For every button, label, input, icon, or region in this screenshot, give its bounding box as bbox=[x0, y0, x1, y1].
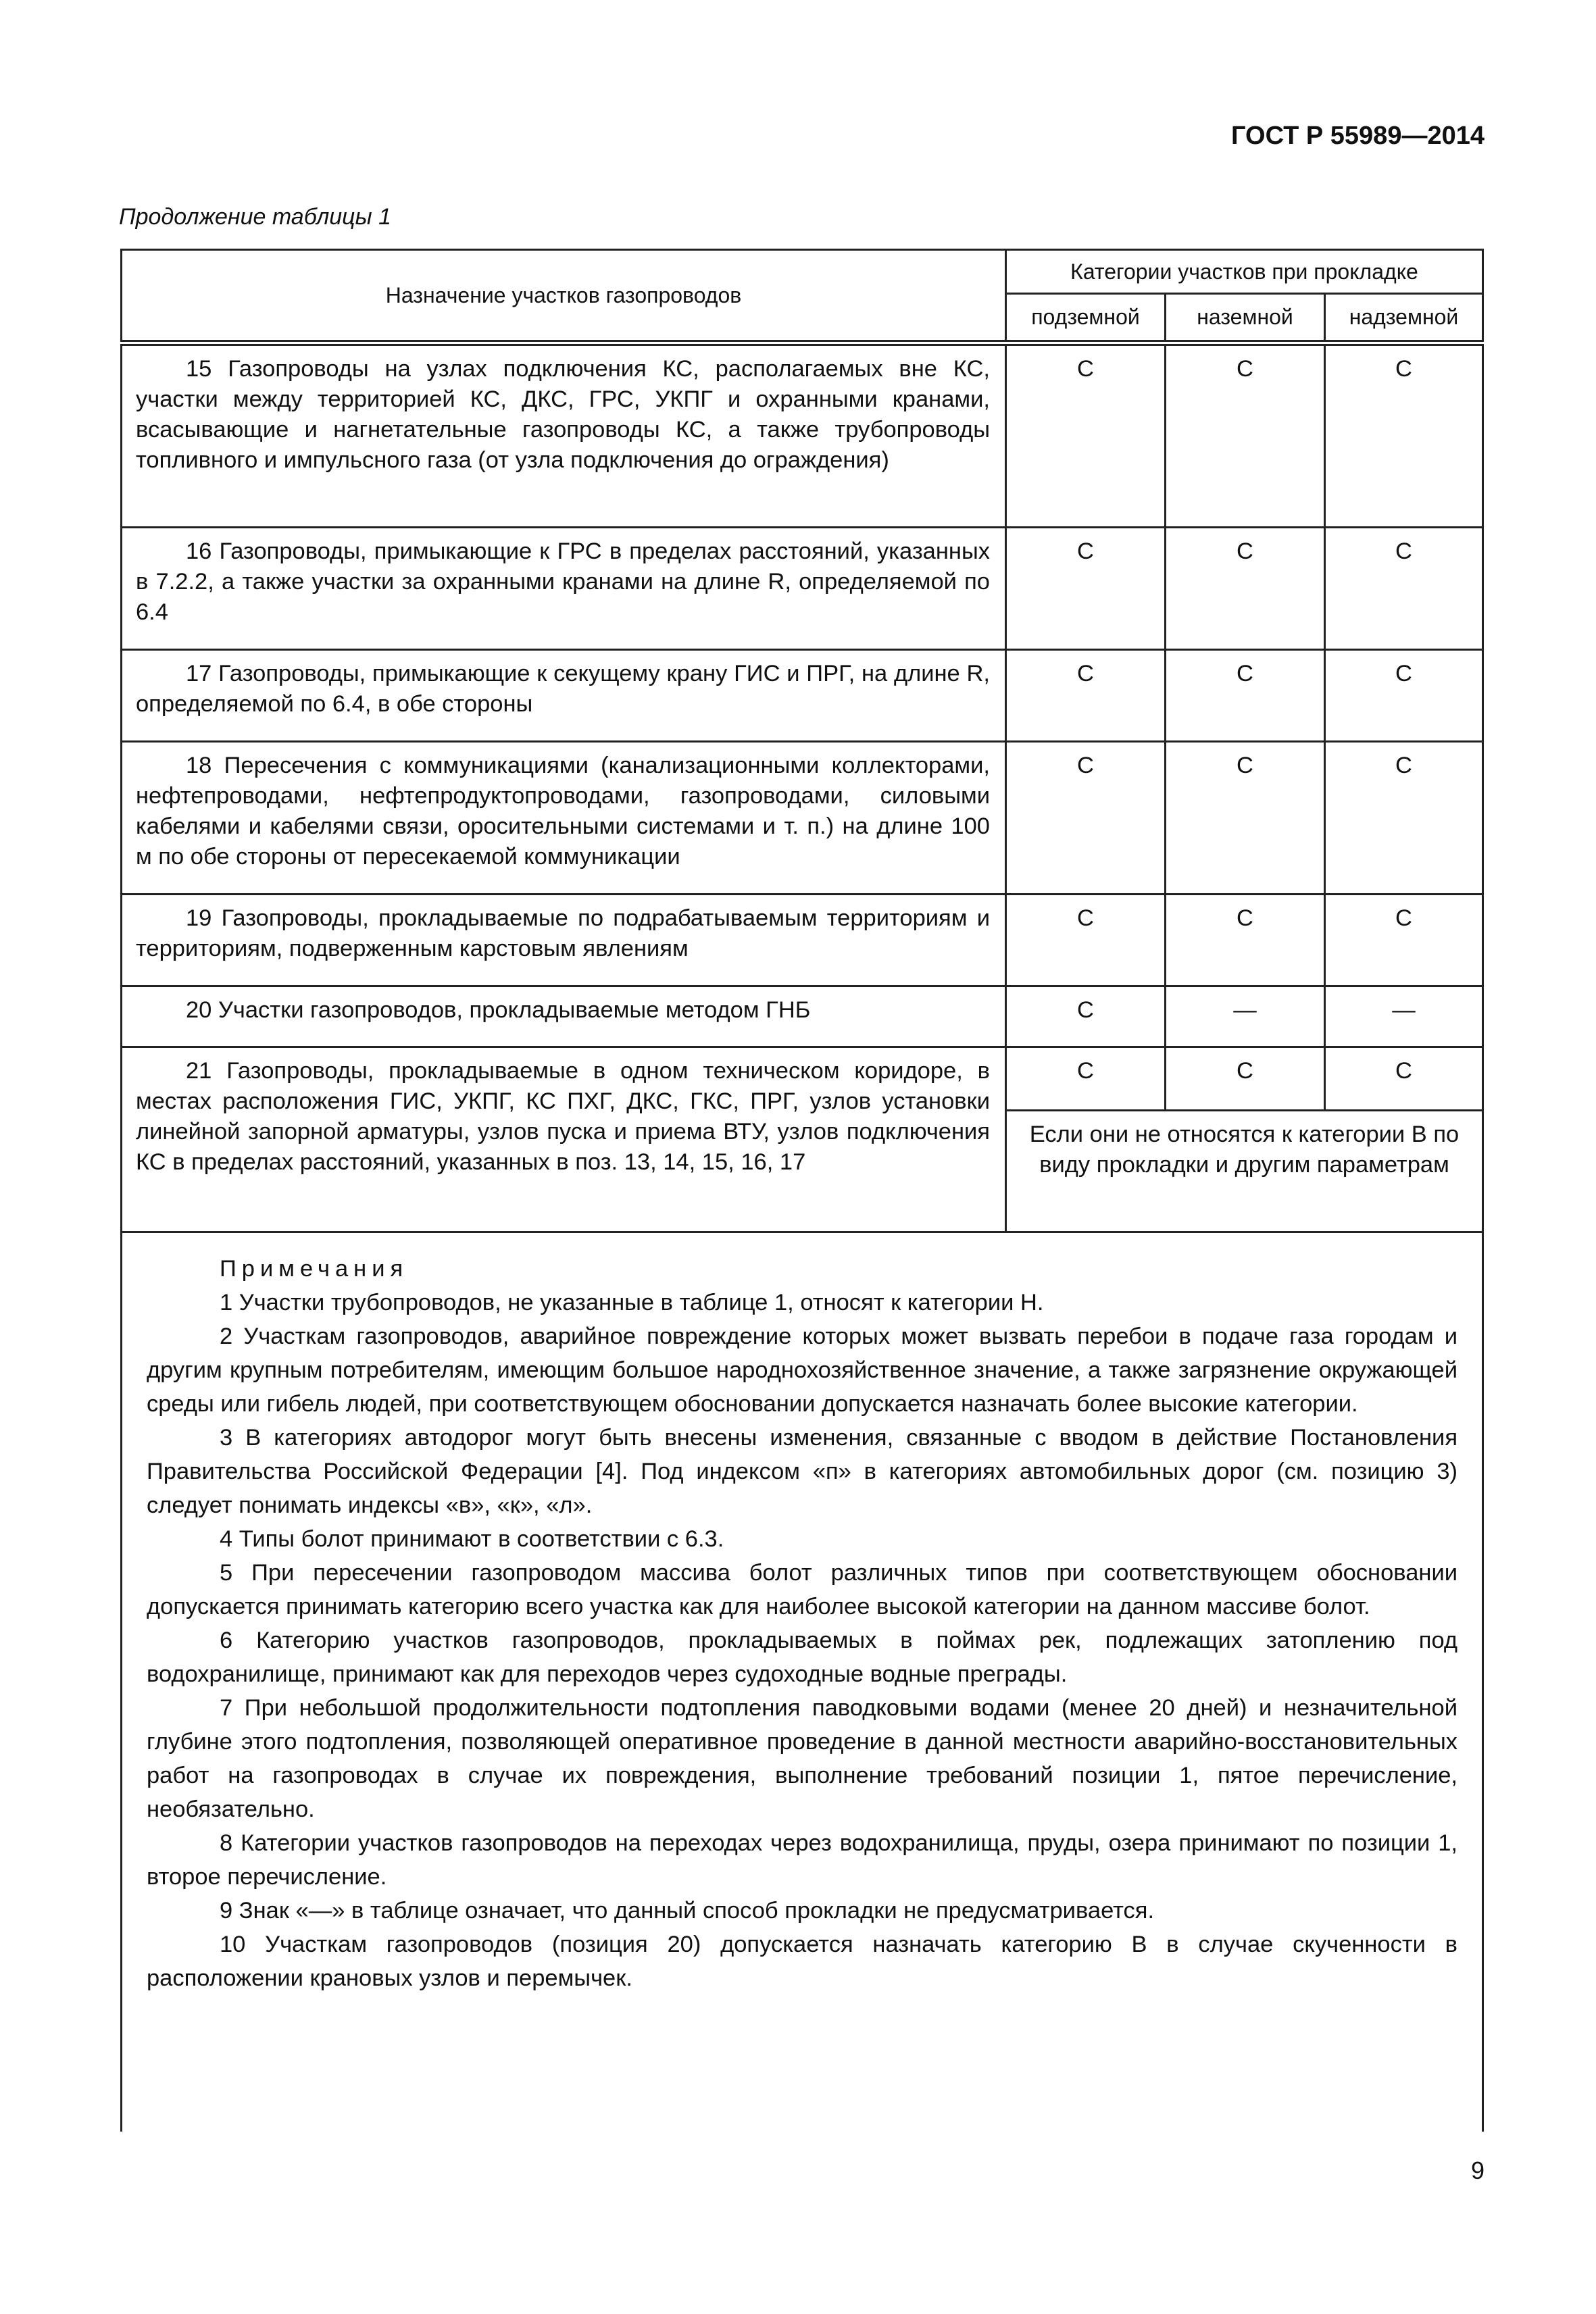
note-item: 3 В категориях автодорог могут быть внесены изменения, связанные с вводом в действие Постановления Правительства Российской Федерации [4]. Под индексом «п» в категориях автомобильных дорог (см. позицию 3) следует понимать индексы «в», «к», «л». bbox=[147, 1425, 1458, 1518]
row-description: 15 Газопроводы на узлах подключения КС, располагаемых вне КС, участки между территорией КС, ДКС, ГРС, УКПГ и охранными кранами, всасывающие и нагнетательные газопроводы КС, а также трубопроводы топливного и импульсного газа (от узла подключения до ограждения) bbox=[122, 343, 1006, 528]
notes-title: Примечания bbox=[220, 1256, 409, 1282]
cell-above: С bbox=[1325, 1047, 1483, 1111]
table-row bbox=[122, 895, 1483, 986]
cell-above: С bbox=[1325, 895, 1483, 986]
note-item: 1 Участки трубопроводов, не указанные в таблице 1, относят к категории Н. bbox=[220, 1290, 1044, 1315]
document-code: ГОСТ Р 55989—2014 bbox=[1231, 122, 1485, 150]
cell-underground: С bbox=[1006, 528, 1166, 650]
header-categories: Категории участков при прокладке bbox=[1006, 250, 1483, 294]
header-underground: подземной bbox=[1006, 294, 1166, 343]
categories-table bbox=[120, 249, 1484, 2132]
table-row bbox=[122, 986, 1483, 1047]
cell-above: С bbox=[1325, 650, 1483, 742]
cell-underground: С bbox=[1006, 650, 1166, 742]
table-row bbox=[122, 1047, 1483, 1111]
cell-ground: — bbox=[1166, 986, 1325, 1047]
cell-underground: С bbox=[1006, 986, 1166, 1047]
cell-underground: С bbox=[1006, 742, 1166, 895]
cell-underground: С bbox=[1006, 1047, 1166, 1111]
note-item: 5 При пересечении газопроводом массива болот различных типов при соответствующем обосновании допускается принимать категорию всего участка как для наиболее высокой категории на данном массиве болот. bbox=[147, 1560, 1458, 1619]
merged-note-cell: Если они не относятся к категории В по виду прокладки и другим параметрам bbox=[1006, 1111, 1483, 1232]
row-description: 16 Газопроводы, примыкающие к ГРС в пределах расстояний, указанных в 7.2.2, а также участки за охранными кранами на длине R, определяемой по 6.4 bbox=[122, 528, 1006, 650]
cell-above: С bbox=[1325, 742, 1483, 895]
note-item: 6 Категорию участков газопроводов, прокладываемых в поймах рек, подлежащих затоплению под водохранилище, принимают как для переходов через судоходные водные преграды. bbox=[147, 1628, 1458, 1687]
header-above: надземной bbox=[1325, 294, 1483, 343]
row-description: 20 Участки газопроводов, прокладываемые методом ГНБ bbox=[122, 986, 1006, 1047]
cell-ground: С bbox=[1166, 528, 1325, 650]
cell-above: С bbox=[1325, 343, 1483, 528]
row-description: 18 Пересечения с коммуникациями (канализационными коллекторами, нефтепроводами, нефтепродуктопроводами, газопроводами, силовыми кабелями и кабелями связи, оросительными системами и т. п.) на длине 100 м по обе стороны от пересекаемой коммуникации bbox=[122, 742, 1006, 895]
note-item: 9 Знак «—» в таблице означает, что данный способ прокладки не предусматривается. bbox=[220, 1898, 1155, 1923]
note-item: 7 При небольшой продолжительности подтопления паводковыми водами (менее 20 дней) и незначительной глубине этого подтопления, позволяющей оперативное проведение в данной местности аварийно-восстановительных работ на газопроводах в случае их повреждения, выполнение требований позиции 1, пятое перечисление, необязательно. bbox=[147, 1695, 1458, 1822]
cell-above: С bbox=[1325, 528, 1483, 650]
cell-underground: С bbox=[1006, 343, 1166, 528]
note-item: 10 Участкам газопроводов (позиция 20) допускается назначать категорию В в случае скученности в расположении крановых узлов и перемычек. bbox=[147, 1932, 1458, 1991]
row-description: 21 Газопроводы, прокладываемые в одном техническом коридоре, в местах расположения ГИС, УКПГ, КС ПХГ, ДКС, ГКС, ПРГ, узлов установки линейной запорной арматуры, узлов пуска и приема ВТУ, узлов подключения КС в пределах расстояний, указанных в поз. 13, 14, 15, 16, 17 bbox=[122, 1047, 1006, 1232]
header-purpose: Назначение участков газопроводов bbox=[122, 250, 1006, 343]
notes-block bbox=[122, 1232, 1483, 2132]
header-ground: наземной bbox=[1166, 294, 1325, 343]
table-row bbox=[122, 650, 1483, 742]
table-caption: Продолжение таблицы 1 bbox=[119, 204, 391, 230]
note-item: 2 Участкам газопроводов, аварийное повреждение которых может вызвать перебои в подаче газа городам и другим крупным потребителям, имеющим большое народнохозяйственное значение, а также загрязнение окружающей среды или гибель людей, при соответствующем обосновании допускается назначать более высокие категории. bbox=[147, 1324, 1458, 1417]
page-number: 9 bbox=[1470, 2157, 1485, 2184]
cell-ground: С bbox=[1166, 650, 1325, 742]
cell-above: — bbox=[1325, 986, 1483, 1047]
note-item: 8 Категории участков газопроводов на переходах через водохранилища, пруды, озера принимают по позиции 1, второе перечисление. bbox=[147, 1830, 1458, 1890]
table-row bbox=[122, 742, 1483, 895]
cell-ground: С bbox=[1166, 343, 1325, 528]
row-description: 17 Газопроводы, примыкающие к секущему крану ГИС и ПРГ, на длине R, определяемой по 6.4, в обе стороны bbox=[122, 650, 1006, 742]
table-row bbox=[122, 528, 1483, 650]
cell-underground: С bbox=[1006, 895, 1166, 986]
note-item: 4 Типы болот принимают в соответствии с 6.3. bbox=[220, 1526, 724, 1552]
table-row bbox=[122, 343, 1483, 528]
notes-row bbox=[122, 1232, 1483, 2132]
row-description: 19 Газопроводы, прокладываемые по подрабатываемым территориям и территориям, подверженным карстовым явлениям bbox=[122, 895, 1006, 986]
cell-ground: С bbox=[1166, 1047, 1325, 1111]
cell-ground: С bbox=[1166, 895, 1325, 986]
cell-ground: С bbox=[1166, 742, 1325, 895]
